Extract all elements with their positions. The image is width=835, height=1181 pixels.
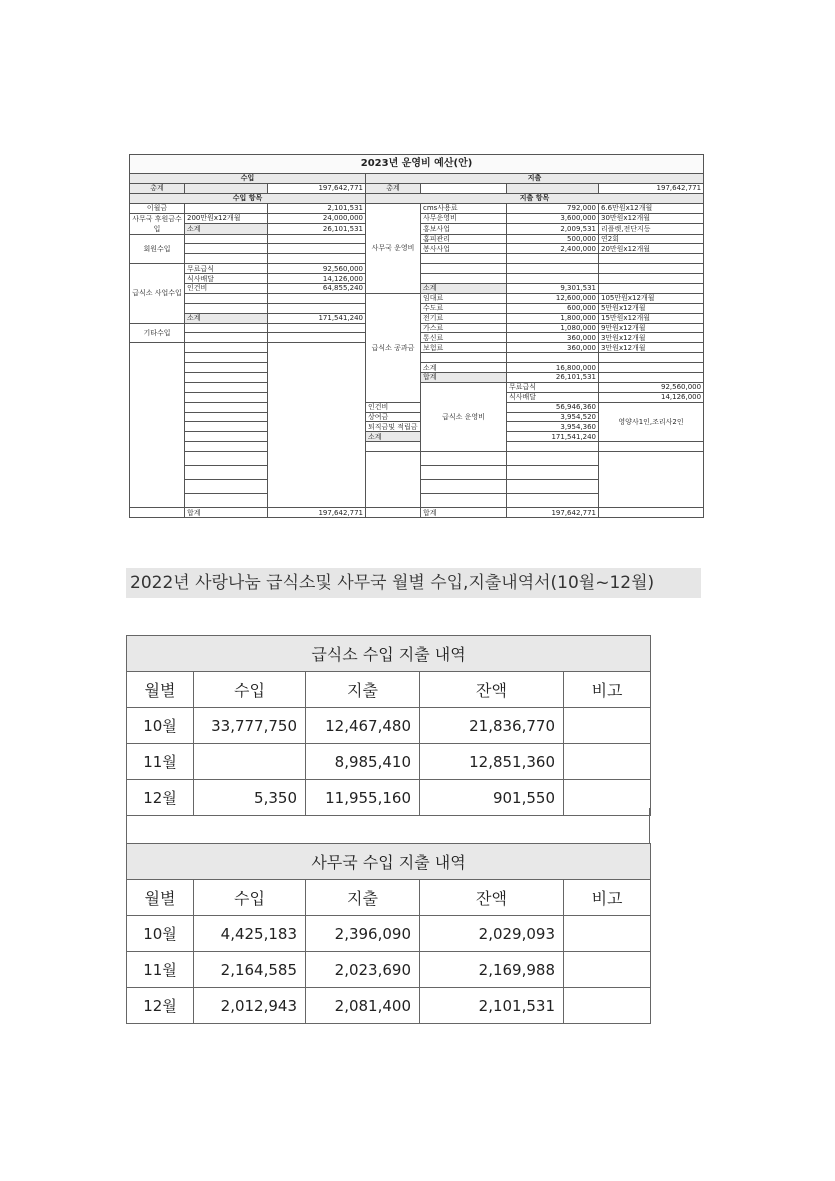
expense-kitchen-subtotal-label: 소계: [366, 432, 421, 442]
expense-item-name: 보험료: [421, 343, 507, 353]
budget-title: 2023년 운영비 예산(안): [130, 155, 704, 174]
income-total-value: 197,642,771: [268, 183, 366, 193]
expense-cell: 12,467,480: [306, 708, 420, 744]
col-expense: 지출: [306, 672, 420, 708]
col-month: 월별: [127, 672, 194, 708]
note-cell: [564, 952, 651, 988]
expense-item-name: 식사배달: [507, 392, 599, 402]
expense-item-note: 20만원x12개월: [599, 244, 704, 254]
expense-item-note: 5만원x12개월: [599, 303, 704, 313]
expense-header: 지출: [366, 174, 704, 184]
expense-utility-subtotal-label: 소계: [421, 363, 507, 373]
expense-sum-label: 합계: [421, 508, 507, 518]
balance-cell: 2,169,988: [420, 952, 564, 988]
income-item-value: 92,560,000: [268, 264, 366, 274]
income-item-name: 무료급식: [185, 264, 268, 274]
balance-cell: 901,550: [420, 780, 564, 816]
income-items-header: 수입 항목: [130, 193, 366, 203]
col-month: 월별: [127, 880, 194, 916]
expense-item-note: 3만원x12개월: [599, 343, 704, 353]
income-item-value: 64,855,240: [268, 284, 366, 294]
expense-item-value: 14,126,000: [599, 392, 704, 402]
col-balance: 잔액: [420, 672, 564, 708]
income-item-name: 200만원x12개월: [185, 213, 268, 224]
income-other-group: 기타수입: [130, 323, 185, 343]
expense-item-note: 6.6만원x12개월: [599, 203, 704, 213]
income-member-group: 회원수입: [130, 234, 185, 264]
income-sum-value: 197,642,771: [268, 508, 366, 518]
expense-item-name: cms사용료: [421, 203, 507, 213]
income-header: 수입: [130, 174, 366, 184]
expense-office-subtotal-label: 소계: [421, 284, 507, 294]
income-cell: [194, 744, 306, 780]
expense-kitchen-group: 급식소 운영비: [421, 382, 507, 451]
expense-item-value: 56,946,360: [507, 402, 599, 412]
expense-item-value: 2,009,531: [507, 224, 599, 235]
expense-item-name: 홈피관리: [421, 234, 507, 244]
expense-item-note: 105만원x12개월: [599, 293, 704, 303]
expense-item-value: 3,954,520: [507, 412, 599, 422]
income-kitchen-subtotal-value: 171,541,240: [268, 313, 366, 323]
expense-item-value: 600,000: [507, 303, 599, 313]
expense-item-name: 인건비: [366, 402, 421, 412]
carryover-value: 2,101,531: [268, 203, 366, 213]
income-kitchen-subtotal-label: 소계: [185, 313, 268, 323]
month-cell: 10월: [127, 916, 194, 952]
expense-kitchen-subtotal-value: 171,541,240: [507, 432, 599, 442]
month-cell: 10월: [127, 708, 194, 744]
expense-item-value: 3,954,360: [507, 422, 599, 432]
income-cell: 5,350: [194, 780, 306, 816]
expense-item-name: 가스료: [421, 323, 507, 333]
expense-item-value: 360,000: [507, 333, 599, 343]
expense-item-note: 연2회: [599, 234, 704, 244]
income-kitchen-group: 급식소 사업수입: [130, 264, 185, 323]
expense-item-name: 봉사사업: [421, 244, 507, 254]
expense-item-value: 500,000: [507, 234, 599, 244]
income-sum-label: 합계: [185, 508, 268, 518]
col-balance: 잔액: [420, 880, 564, 916]
kitchen-report-title: 급식소 수입 지출 내역: [127, 636, 651, 672]
expense-item-value: 792,000: [507, 203, 599, 213]
report-subtitle: 2022년 사랑나눔 급식소및 사무국 월별 수입,지출내역서(10월~12월): [126, 568, 701, 598]
expense-item-value: 12,600,000: [507, 293, 599, 303]
expense-item-value: 360,000: [507, 343, 599, 353]
note-cell: [564, 916, 651, 952]
expense-sum-value: 197,642,771: [507, 508, 599, 518]
expense-item-name: 임대료: [421, 293, 507, 303]
expense-cell: 2,396,090: [306, 916, 420, 952]
expense-item-name: 수도료: [421, 303, 507, 313]
expense-item-name: 전기료: [421, 313, 507, 323]
col-income: 수입: [194, 672, 306, 708]
col-income: 수입: [194, 880, 306, 916]
income-cell: 2,012,943: [194, 988, 306, 1024]
expense-item-value: 2,400,000: [507, 244, 599, 254]
expense-item-value: 1,080,000: [507, 323, 599, 333]
income-item-value: 24,000,000: [268, 213, 366, 224]
expense-item-note: 리플렛,전단지등: [599, 224, 704, 235]
col-note: 비고: [564, 880, 651, 916]
expense-cell: 11,955,160: [306, 780, 420, 816]
budget-table: [129, 154, 704, 518]
note-cell: [564, 988, 651, 1024]
income-item-name: 인건비: [185, 284, 268, 294]
income-item-value: 26,101,531: [268, 224, 366, 235]
expense-item-name: 사무운영비: [421, 213, 507, 224]
expense-cell: 8,985,410: [306, 744, 420, 780]
income-cell: 2,164,585: [194, 952, 306, 988]
expense-utility-sum-value: 26,101,531: [507, 373, 599, 383]
expense-utility-sum-label: 합계: [421, 373, 507, 383]
col-expense: 지출: [306, 880, 420, 916]
expense-utility-subtotal-value: 16,800,000: [507, 363, 599, 373]
expense-item-note: 30만원x12개월: [599, 213, 704, 224]
expense-cell: 2,081,400: [306, 988, 420, 1024]
table-spacer: [126, 808, 650, 843]
expense-item-name: 퇴직금및 적립금: [366, 422, 421, 432]
table-row: [127, 708, 651, 744]
kitchen-staff-note: 영양사1인,조리사2인: [599, 402, 704, 442]
balance-cell: 12,851,360: [420, 744, 564, 780]
income-total-label: 총계: [130, 183, 185, 193]
month-cell: 11월: [127, 744, 194, 780]
expense-item-value: 3,600,000: [507, 213, 599, 224]
month-cell: 12월: [127, 780, 194, 816]
expense-item-note: 9만원x12개월: [599, 323, 704, 333]
expense-item-note: 15만원x12개월: [599, 313, 704, 323]
note-cell: [564, 708, 651, 744]
expense-utility-group: 급식소 공과금: [366, 293, 421, 402]
note-cell: [564, 744, 651, 780]
expense-office-group: 사무국 운영비: [366, 203, 421, 293]
expense-total-label: 총계: [366, 183, 421, 193]
month-cell: 12월: [127, 988, 194, 1024]
balance-cell: 2,029,093: [420, 916, 564, 952]
carryover-label: 이월금: [130, 203, 185, 213]
table-row: [127, 744, 651, 780]
income-item-value: 14,126,000: [268, 274, 366, 284]
expense-item-value: 92,560,000: [599, 382, 704, 392]
table-row: [127, 952, 651, 988]
col-note: 비고: [564, 672, 651, 708]
expense-item-name: 무료급식: [507, 382, 599, 392]
expense-item-name: 통신료: [421, 333, 507, 343]
balance-cell: 21,836,770: [420, 708, 564, 744]
table-row: [127, 988, 651, 1024]
income-item-name: 식사배달: [185, 274, 268, 284]
income-cell: 33,777,750: [194, 708, 306, 744]
income-office-group: 사무국 후원금수입: [130, 213, 185, 234]
office-report-title: 사무국 수입 지출 내역: [127, 844, 651, 880]
expense-cell: 2,023,690: [306, 952, 420, 988]
kitchen-report-table: [126, 635, 651, 816]
balance-cell: 2,101,531: [420, 988, 564, 1024]
expense-item-note: 3만원x12개월: [599, 333, 704, 343]
expense-total-value: 197,642,771: [599, 183, 704, 193]
income-item-name: 소계: [185, 224, 268, 235]
table-row: [127, 916, 651, 952]
expense-item-value: 1,800,000: [507, 313, 599, 323]
expense-item-name: 상여금: [366, 412, 421, 422]
expense-items-header: 지출 항목: [366, 193, 704, 203]
income-cell: 4,425,183: [194, 916, 306, 952]
month-cell: 11월: [127, 952, 194, 988]
office-report-table: [126, 843, 651, 1024]
expense-item-name: 홍보사업: [421, 224, 507, 235]
expense-office-subtotal-value: 9,301,531: [507, 284, 599, 294]
